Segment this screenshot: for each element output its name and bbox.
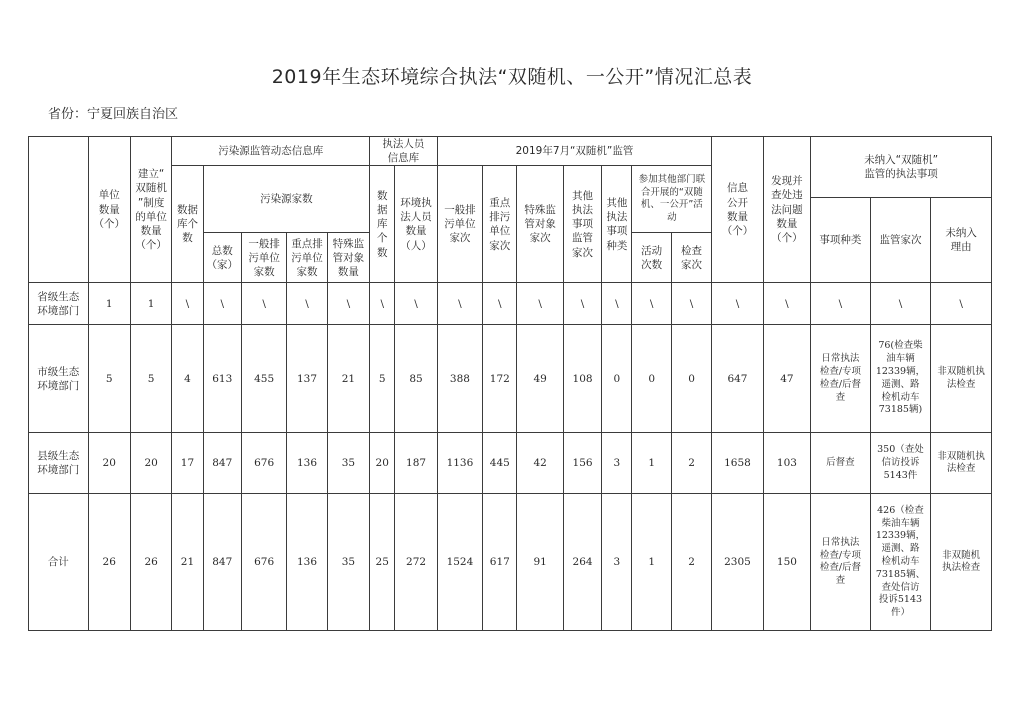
cell: \ [602, 283, 632, 325]
cell: 26 [130, 494, 171, 631]
cell: \ [172, 283, 203, 325]
cell: \ [763, 283, 810, 325]
cell: 187 [395, 433, 437, 494]
header-unit-count: 单位 数量 （个） [88, 137, 130, 283]
cell: 0 [671, 325, 711, 433]
cell: \ [203, 283, 241, 325]
province-label: 省份：宁夏回族自治区 [48, 107, 179, 122]
cell: \ [563, 283, 601, 325]
header-general-visits: 一般排 污单位 家次 [437, 166, 482, 283]
header-total-households: 总数 （家） [203, 233, 241, 283]
table-row [29, 283, 992, 325]
cell: 676 [241, 433, 286, 494]
cell: \ [811, 283, 871, 325]
cell: 47 [763, 325, 810, 433]
cell: \ [241, 283, 286, 325]
header-enforcer-count: 环境执 法人员 数量 （人） [395, 166, 437, 283]
cell: 426（检查 柴油车辆 12339辆， 遥测、路 检机动车 73185辆、 查处信访 投诉5143 件） [870, 494, 931, 631]
cell: 350（查处 信访投诉 5143件 [870, 433, 931, 494]
cell: 617 [483, 494, 517, 631]
table-row [29, 433, 992, 494]
header-db-count: 数据 库个 数 [172, 166, 203, 283]
cell: 2 [671, 494, 711, 631]
corner-cell [29, 137, 89, 283]
header-activity-count: 活动 次数 [632, 233, 671, 283]
cell: 日常执法 检查/专项 检查/后督 查 [811, 494, 871, 631]
cell: 3 [602, 494, 632, 631]
cell: 35 [327, 494, 369, 631]
header-monitor-visits: 监管家次 [870, 198, 931, 283]
cell: 0 [632, 325, 671, 433]
header-pollution-db: 污染源监管动态信息库 [172, 137, 370, 166]
header-built-units: 建立“ 双随机 ”制度 的单位 数量 （个） [130, 137, 171, 283]
cell: 日常执法 检查/专项 检查/后督 查 [811, 325, 871, 433]
cell: 108 [563, 325, 601, 433]
cell: 3 [602, 433, 632, 494]
cell: 2305 [712, 494, 763, 631]
table-row [29, 494, 992, 631]
cell: 156 [563, 433, 601, 494]
cell: 847 [203, 433, 241, 494]
cell: 455 [241, 325, 286, 433]
cell: 1 [632, 494, 671, 631]
cell: \ [632, 283, 671, 325]
cell: \ [517, 283, 563, 325]
header-general-units: 一般排 污单位 家数 [241, 233, 286, 283]
row-label: 合计 [29, 494, 89, 631]
cell: 76(检查柴 油车辆 12339辆， 遥测、路 检机动车 73185辆) [870, 325, 931, 433]
cell: 91 [517, 494, 563, 631]
cell: 172 [483, 325, 517, 433]
row-label: 市级生态 环境部门 [29, 325, 89, 433]
header-item-type: 事项种类 [811, 198, 871, 283]
cell: \ [395, 283, 437, 325]
cell: 613 [203, 325, 241, 433]
cell: 1 [88, 283, 130, 325]
summary-table [28, 136, 992, 631]
cell: \ [437, 283, 482, 325]
cell: \ [370, 283, 395, 325]
header-inspect-count: 检查 家次 [671, 233, 711, 283]
cell: \ [931, 283, 992, 325]
cell: 150 [763, 494, 810, 631]
cell: 1524 [437, 494, 482, 631]
cell: 85 [395, 325, 437, 433]
table-row [29, 325, 992, 433]
cell: 26 [88, 494, 130, 631]
cell: 20 [370, 433, 395, 494]
cell: \ [870, 283, 931, 325]
header-other-visits: 其他 执法 事项 监管 家次 [563, 166, 601, 283]
cell: 1 [632, 433, 671, 494]
cell: 5 [130, 325, 171, 433]
cell: 20 [130, 433, 171, 494]
cell: 676 [241, 494, 286, 631]
cell: 264 [563, 494, 601, 631]
header-row-1 [29, 137, 992, 166]
cell: 42 [517, 433, 563, 494]
header-special-visits: 特殊监 管对象 家次 [517, 166, 563, 283]
cell: \ [287, 283, 327, 325]
header-joint: 参加其他部门联 合开展的“双随 机、一公开”活 动 [632, 166, 712, 233]
cell: 847 [203, 494, 241, 631]
header-found-issues: 发现并 查处违 法问题 数量 （个） [763, 137, 810, 283]
header-reason: 未纳入 理由 [931, 198, 992, 283]
header-key-units: 重点排 污单位 家数 [287, 233, 327, 283]
cell: 103 [763, 433, 810, 494]
cell: 4 [172, 325, 203, 433]
header-enf-db-count: 数 据 库 个 数 [370, 166, 395, 283]
cell: 21 [327, 325, 369, 433]
row-label: 县级生态 环境部门 [29, 433, 89, 494]
cell: 20 [88, 433, 130, 494]
cell: \ [327, 283, 369, 325]
cell: 0 [602, 325, 632, 433]
cell: 647 [712, 325, 763, 433]
cell: \ [671, 283, 711, 325]
header-info-public: 信息 公开 数量 （个） [712, 137, 763, 283]
cell: 388 [437, 325, 482, 433]
cell: 17 [172, 433, 203, 494]
header-not-included: 未纳入“双随机” 监管的执法事项 [811, 137, 992, 198]
cell: 后督查 [811, 433, 871, 494]
cell: 137 [287, 325, 327, 433]
cell: 25 [370, 494, 395, 631]
cell: 1136 [437, 433, 482, 494]
cell: 非双随机执 法检查 [931, 325, 992, 433]
row-label: 省级生态 环境部门 [29, 283, 89, 325]
header-enforcer-db: 执法人员 信息库 [370, 137, 438, 166]
cell: 非双随机执 法检查 [931, 433, 992, 494]
page-title: 2019年生态环境综合执法“双随机、一公开”情况汇总表 [271, 66, 753, 88]
header-july-monitor: 2019年7月“双随机”监管 [437, 137, 712, 166]
cell: 2 [671, 433, 711, 494]
cell: \ [712, 283, 763, 325]
header-pollution-count: 污染源家数 [203, 166, 370, 233]
cell: \ [483, 283, 517, 325]
cell: 5 [370, 325, 395, 433]
header-key-visits: 重点 排污 单位 家次 [483, 166, 517, 283]
cell: 136 [287, 433, 327, 494]
cell: 1658 [712, 433, 763, 494]
header-other-kinds: 其他 执法 事项 种类 [602, 166, 632, 283]
cell: 1 [130, 283, 171, 325]
cell: 5 [88, 325, 130, 433]
cell: 35 [327, 433, 369, 494]
cell: 136 [287, 494, 327, 631]
cell: 272 [395, 494, 437, 631]
header-special-units: 特殊监 管对象 数量 [327, 233, 369, 283]
cell: 21 [172, 494, 203, 631]
cell: 445 [483, 433, 517, 494]
cell: 非双随机 执法检查 [931, 494, 992, 631]
cell: 49 [517, 325, 563, 433]
